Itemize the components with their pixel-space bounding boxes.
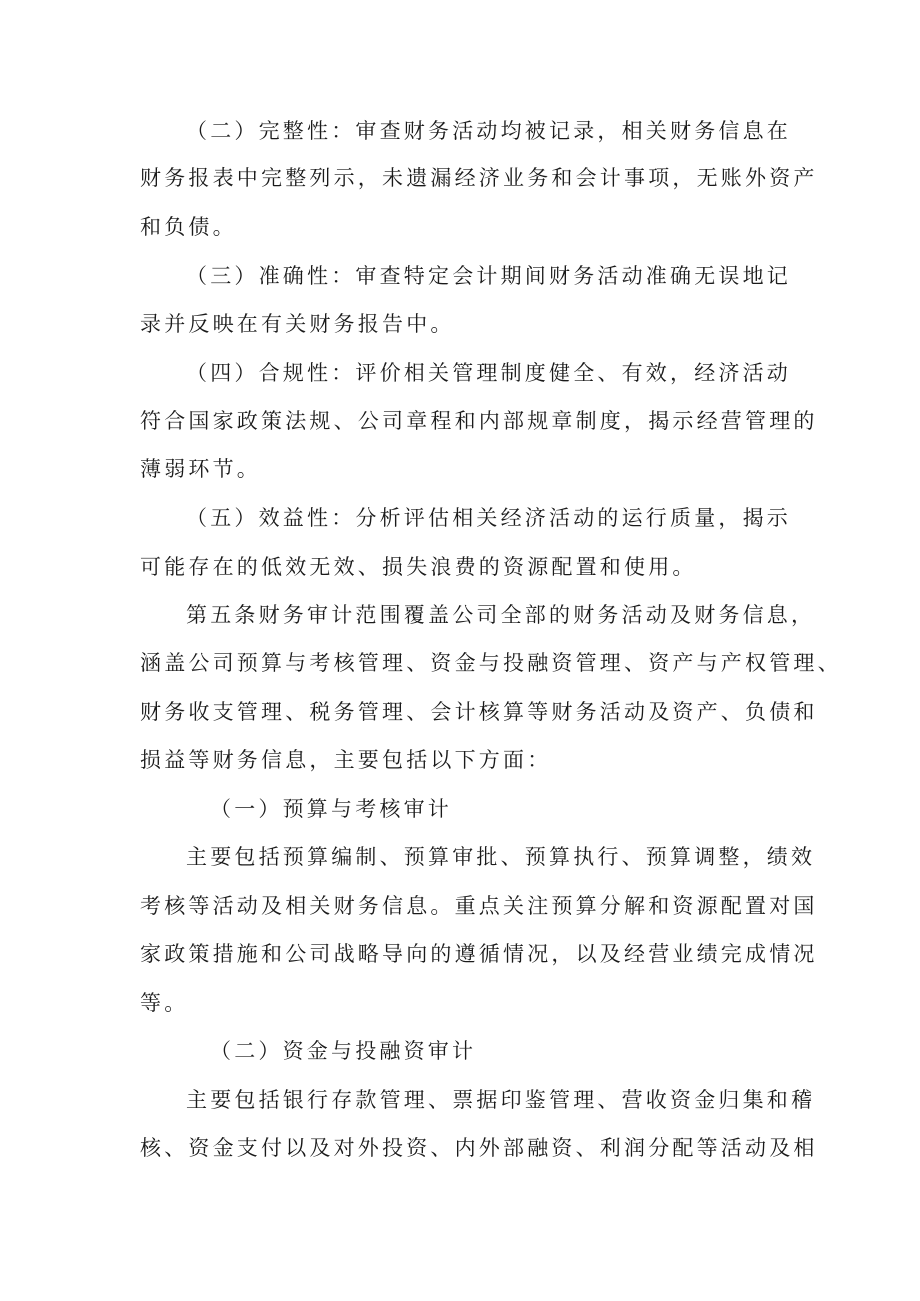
para-budget-line-3: 家政策措施和公司战略导向的遵循情况，以及经营业绩完成情况 — [140, 942, 818, 966]
para-compliance-line-2: 符合国家政策法规、公司章程和内部规章制度，揭示经营管理的 — [140, 409, 818, 433]
para-accuracy-line-1: （三）准确性：审查特定会计期间财务活动准确无误地记 — [186, 264, 791, 288]
section-budget-heading: （一）预算与考核审计 — [210, 797, 452, 821]
article-5-line-2: 涵盖公司预算与考核管理、资金与投融资管理、资产与产权管理、 — [140, 651, 842, 675]
para-funds-line-1: 主要包括银行存款管理、票据印鉴管理、营收资金归集和稽 — [186, 1088, 816, 1112]
para-completeness-line-3: 和负债。 — [140, 215, 237, 239]
article-5-line-1: 第五条财务审计范围覆盖公司全部的财务活动及财务信息， — [186, 603, 816, 627]
para-funds-line-2: 核、资金支付以及对外投资、内外部融资、利润分配等活动及相 — [140, 1136, 818, 1160]
para-efficiency-line-2: 可能存在的低效无效、损失浪费的资源配置和使用。 — [140, 555, 697, 579]
para-compliance-line-3: 薄弱环节。 — [140, 457, 261, 481]
para-accuracy-line-2: 录并反映在有关财务报告中。 — [140, 312, 455, 336]
para-budget-line-1: 主要包括预算编制、预算审批、预算执行、预算调整，绩效 — [186, 845, 816, 869]
article-5-line-3: 财务收支管理、税务管理、会计核算等财务活动及资产、负债和 — [140, 700, 818, 724]
para-completeness-line-2: 财务报表中完整列示，未遗漏经济业务和会计事项，无账外资产 — [140, 166, 818, 190]
para-budget-line-2: 考核等活动及相关财务信息。重点关注预算分解和资源配置对国 — [140, 894, 818, 918]
para-efficiency-line-1: （五）效益性：分析评估相关经济活动的运行质量，揭示 — [186, 506, 791, 530]
section-funds-heading: （二）资金与投融资审计 — [210, 1039, 477, 1063]
para-completeness-line-1: （二）完整性：审查财务活动均被记录，相关财务信息在 — [186, 119, 791, 143]
article-5-line-4: 损益等财务信息，主要包括以下方面： — [140, 748, 552, 772]
para-compliance-line-1: （四）合规性：评价相关管理制度健全、有效，经济活动 — [186, 361, 791, 385]
para-budget-line-4: 等。 — [140, 991, 189, 1015]
